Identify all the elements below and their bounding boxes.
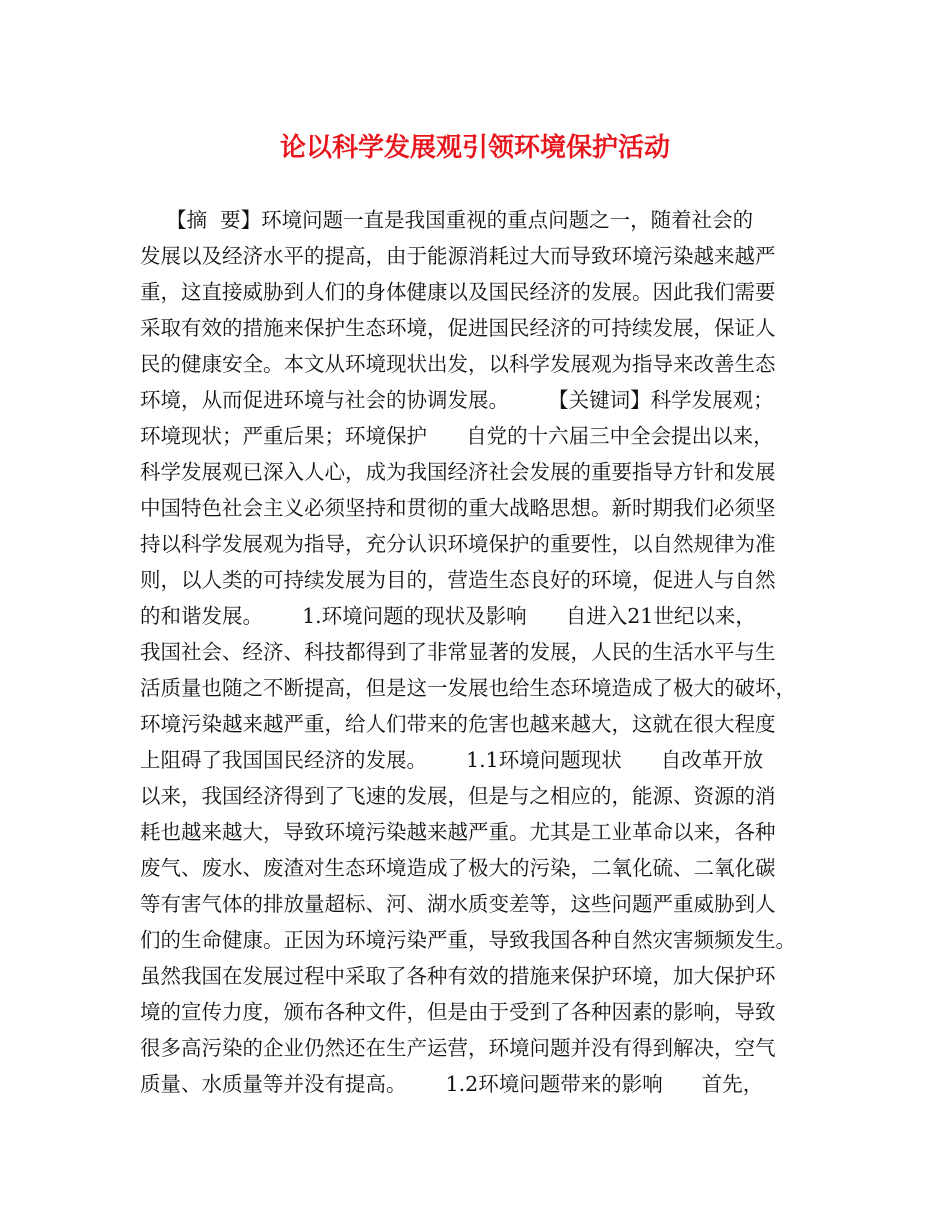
body-text-line: 环境污染越来越严重，给人们带来的危害也越来越大，这就在很大程度: [140, 712, 776, 736]
body-text-line: 质量、水质量等并没有提高。 1.2环境问题带来的影响 首先，: [140, 1072, 764, 1096]
page-title: 论以科学发展观引领环境保护活动: [279, 133, 670, 163]
body-text-line: 采取有效的措施来保护生态环境，促进国民经济的可持续发展，保证人: [140, 316, 776, 340]
body-text-line: 民的健康安全。本文从环境现状出发，以科学发展观为指导来改善生态: [140, 352, 776, 376]
body-text-line: 境的宣传力度，颁布各种文件，但是由于受到了各种因素的影响，导致: [140, 1000, 776, 1024]
body-text-line: 很多高污染的企业仍然还在生产运营，环境问题并没有得到解决，空气: [140, 1036, 776, 1060]
body-text-line: 废气、废水、废渣对生态环境造成了极大的污染，二氧化硫、二氧化碳: [140, 856, 776, 880]
body-text-line: 上阻碍了我国国民经济的发展。 1.1环境问题现状 自改革开放: [140, 748, 764, 772]
body-text-line: 中国特色社会主义必须坚持和贯彻的重大战略思想。新时期我们必须坚: [140, 496, 776, 520]
body-text-line: 等有害气体的排放量超标、河、湖水质变差等，这些问题严重威胁到人: [140, 892, 776, 916]
body-text-line: 持以科学发展观为指导，充分认识环境保护的重要性，以自然规律为准: [140, 532, 776, 556]
body-text-line: 以来，我国经济得到了飞速的发展，但是与之相应的，能源、资源的消: [140, 784, 776, 808]
body-text-line: 重，这直接威胁到人们的身体健康以及国民经济的发展。因此我们需要: [140, 280, 776, 304]
body-text-line: 们的生命健康。正因为环境污染严重，导致我国各种自然灾害频频发生。: [140, 928, 796, 952]
body-text-line: 发展以及经济水平的提高，由于能源消耗过大而导致环境污染越来越严: [140, 244, 776, 268]
body-text-line: 我国社会、经济、科技都得到了非常显著的发展，人民的生活水平与生: [140, 640, 776, 664]
document-body: [140, 202, 820, 1102]
body-text-line: 耗也越来越大，导致环境污染越来越严重。尤其是工业革命以来，各种: [140, 820, 776, 844]
body-text-line: 【摘 要】环境问题一直是我国重视的重点问题之一，随着社会的: [140, 208, 754, 232]
body-text-line: 的和谐发展。 1.环境问题的现状及影响 自进入21世纪以来，: [140, 604, 756, 628]
body-text-line: 环境现状；严重后果；环境保护 自党的十六届三中全会提出以来，: [140, 424, 774, 448]
body-text-line: 则，以人类的可持续发展为目的，营造生态良好的环境，促进人与自然: [140, 568, 776, 592]
body-text-line: 虽然我国在发展过程中采取了各种有效的措施来保护环境，加大保护环: [140, 964, 776, 988]
body-text-line: 科学发展观已深入人心，成为我国经济社会发展的重要指导方针和发展: [140, 460, 776, 484]
body-text-line: 活质量也随之不断提高，但是这一发展也给生态环境造成了极大的破坏，: [140, 676, 796, 700]
body-text-line: 环境，从而促进环境与社会的协调发展。 【关键词】科学发展观；: [140, 388, 774, 412]
